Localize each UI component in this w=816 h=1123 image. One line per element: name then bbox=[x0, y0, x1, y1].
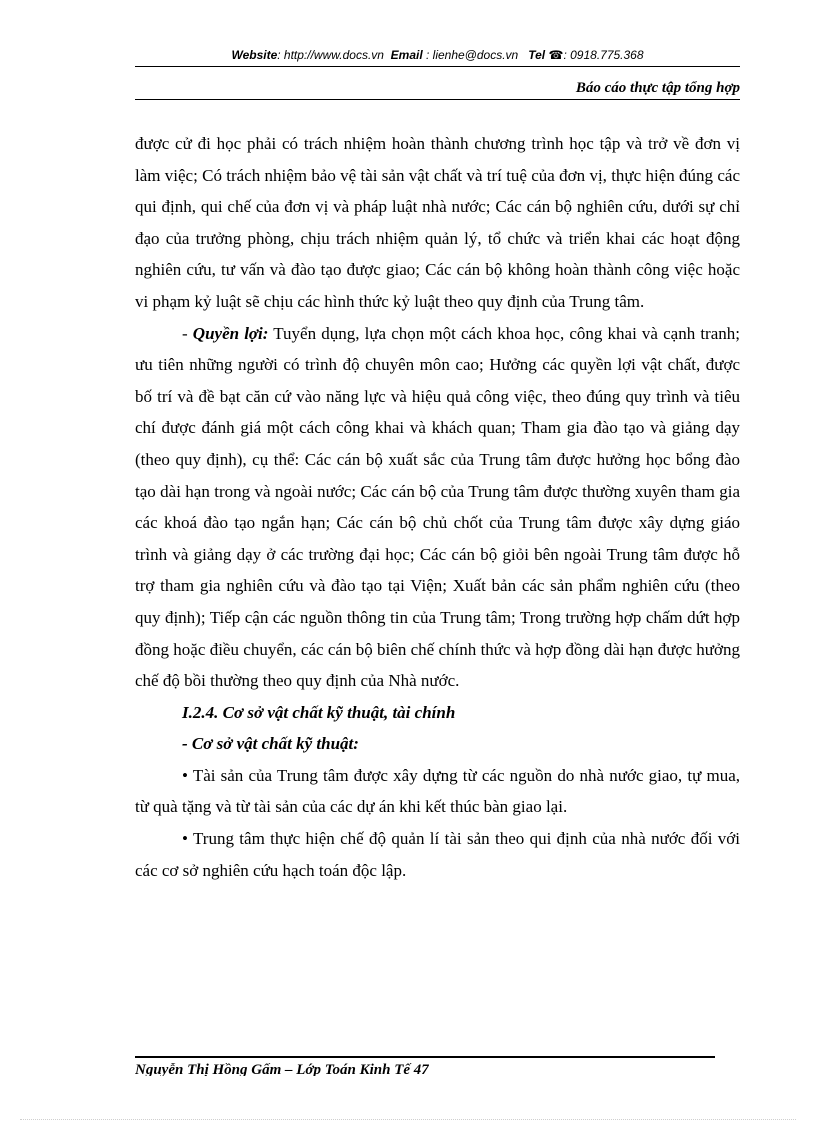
benefits-text: Tuyển dụng, lựa chọn một cách khoa học, công khai và cạnh tranh; ưu tiên những người có trình độ chuyên môn cao; Hưởng các quyền lợi vật chất, được bố trí và đề bạt căn cứ vào năng lực và hiệu quả công việc, theo đúng quy trình và tiêu chí được đánh giá một cách công khai và khách quan; Tham gia đào tạo và giảng dạy (theo quy định), cụ thể: Các cán bộ xuất sắc của Trung tâm được hưởng học bổng đào tạo dài hạn trong và ngoài nước; Các cán bộ của Trung tâm được thường xuyên tham gia các khoá đào tạo ngắn hạn; Các cán bộ chủ chốt của Trung tâm được xây dựng giáo trình và giảng dạy ở các trường đại học; Các cán bộ giỏi bên ngoài Trung tâm được hỗ trợ tham gia nghiên cứu và đào tạo tại Viện; Xuất bản các sản phẩm nghiên cứu (theo quy định); Tiếp cận các nguồn thông tin của Trung tâm; Trong trường hợp chấm dứt hợp đồng hoặc điều chuyển, các cán bộ biên chế chính thức và hợp đồng dài hạn được hưởng chế độ bồi thường theo quy định của Nhà nước. bbox=[135, 323, 740, 691]
author-footer: Nguyễn Thị Hồng Gấm – Lớp Toán Kinh Tế 47 bbox=[135, 1062, 429, 1076]
document-body bbox=[135, 128, 740, 886]
site-header bbox=[135, 48, 740, 62]
report-title: Báo cáo thực tập tổng hợp bbox=[575, 80, 740, 96]
page-bottom-dots bbox=[20, 1119, 796, 1120]
paragraph-responsibilities: được cử đi học phải có trách nhiệm hoàn thành chương trình học tập và trở về đơn vị làm việc; Có trách nhiệm bảo vệ tài sản vật chất và trí tuệ của đơn vị, thực hiện đúng các qui định, qui chế của đơn vị và pháp luật nhà nước; Các cán bộ nghiên cứu, dưới sự chỉ đạo của trưởng phòng, chịu trách nhiệm quản lý, tổ chức và triển khai các hoạt động nghiên cứu, tư vấn và đào tạo được giao; Các cán bộ không hoàn thành công việc hoặc vi phạm kỷ luật sẽ chịu các hình thức kỷ luật theo quy định của Trung tâm. bbox=[135, 134, 740, 311]
bullet-asset-management: • Trung tâm thực hiện chế độ quản lí tài sản theo qui định của nhà nước đối với các cơ sở nghiên cứu hạch toán độc lập. bbox=[135, 829, 740, 880]
tel-value: : 0918.775.368 bbox=[563, 48, 644, 62]
email-label: Email bbox=[390, 48, 423, 62]
section-subheading: - Cơ sở vật chất kỹ thuật: bbox=[182, 734, 359, 754]
paragraph-benefits bbox=[135, 318, 740, 697]
benefits-dash: - bbox=[182, 323, 193, 343]
section-heading: I.2.4. Cơ sở vật chất kỹ thuật, tài chính bbox=[182, 702, 456, 722]
benefits-label: Quyền lợi: bbox=[192, 323, 269, 343]
footer-rule bbox=[135, 1056, 715, 1058]
phone-icon: ☎ bbox=[548, 48, 564, 62]
header-rule bbox=[135, 66, 740, 67]
email-link[interactable]: : lienhe@docs.vn bbox=[422, 48, 519, 62]
website-link[interactable]: : http://www.docs.vn bbox=[277, 48, 384, 62]
website-label: Website bbox=[231, 48, 278, 62]
bullet-assets: • Tài sản của Trung tâm được xây dựng từ các nguồn do nhà nước giao, tự mua, từ quà tặng và từ tài sản của các dự án khi kết thúc bàn giao lại. bbox=[135, 765, 740, 817]
tel-label: Tel bbox=[528, 48, 546, 62]
title-rule bbox=[135, 99, 740, 100]
